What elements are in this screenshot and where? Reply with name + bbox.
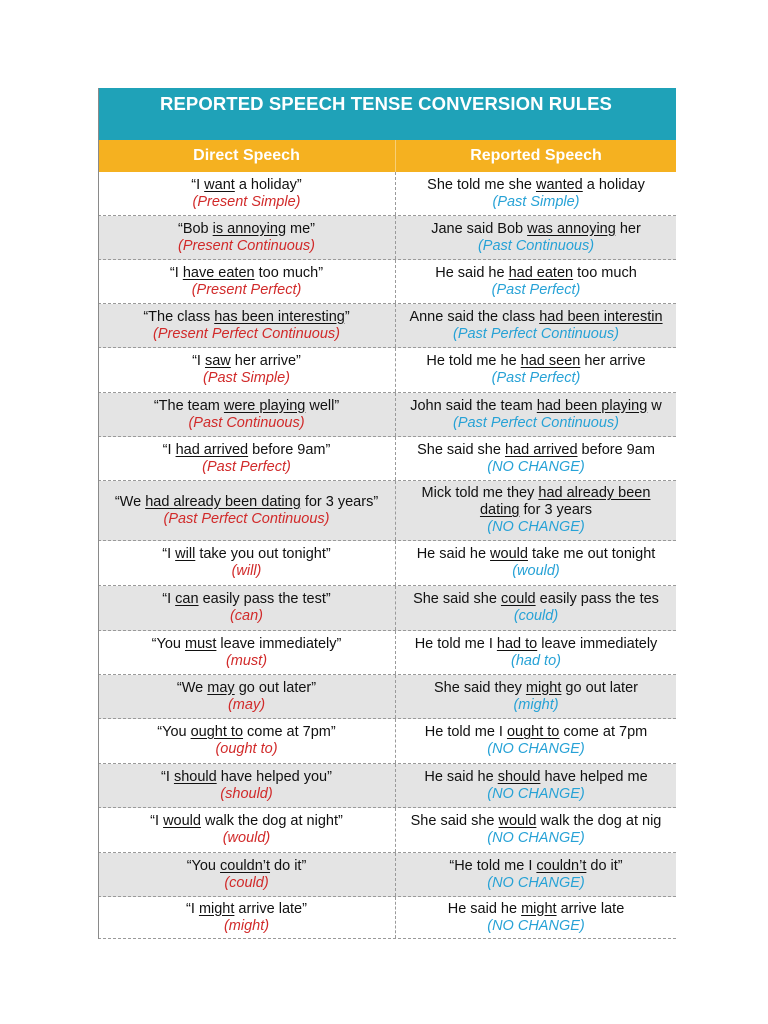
reported-speech-cell xyxy=(396,764,676,807)
direct-tense-label: (Present Simple) xyxy=(192,193,301,210)
reported-speech-cell xyxy=(396,675,676,718)
reported-tense-label: (NO CHANGE) xyxy=(487,458,585,475)
underlined-verb: is annoying xyxy=(212,220,287,237)
underlined-verb: can xyxy=(175,591,199,607)
underlined-verb: have eaten xyxy=(182,264,255,281)
underlined-verb: would xyxy=(490,546,528,562)
underlined-verb: should xyxy=(497,768,541,785)
reported-speech-cell xyxy=(396,260,676,303)
underlined-verb: would xyxy=(163,813,201,829)
direct-tense-label: (Past Simple) xyxy=(202,370,291,386)
reported-tense-label: (Past Continuous) xyxy=(477,237,595,254)
table-row xyxy=(98,764,676,808)
reported-speech-cell xyxy=(396,216,676,259)
direct-tense-label: (Present Continuous) xyxy=(177,237,315,254)
direct-tense-label: (Present Perfect) xyxy=(191,281,302,298)
reported-speech-cell xyxy=(396,631,676,674)
table-row xyxy=(98,541,676,586)
direct-speech-cell xyxy=(98,172,396,215)
direct-tense-label: (will) xyxy=(231,563,262,579)
table-title: REPORTED SPEECH TENSE CONVERSION RULES xyxy=(98,88,676,140)
table-row xyxy=(98,719,676,764)
underlined-verb: saw xyxy=(204,353,231,369)
direct-speech-cell xyxy=(98,541,396,585)
direct-tense-label: (could) xyxy=(224,874,269,891)
direct-tense-label: (Past Perfect) xyxy=(202,458,291,475)
underlined-verb: was annoying xyxy=(527,220,616,237)
direct-sentence: “I should have helped you” xyxy=(161,768,332,785)
direct-sentence: “Bob is annoying me” xyxy=(177,220,316,237)
direct-tense-label: (must) xyxy=(225,652,268,669)
direct-sentence: “I will take you out tonight” xyxy=(162,546,331,562)
underlined-verb: dating xyxy=(479,502,520,518)
direct-sentence: “You ought to come at 7pm” xyxy=(157,724,336,740)
reported-speech-cell xyxy=(396,897,676,938)
direct-speech-cell xyxy=(98,216,396,259)
underlined-verb: may xyxy=(207,679,235,696)
reported-sentence: He told me I ought to come at 7pm xyxy=(424,724,648,740)
reported-sentence: He said he had eaten too much xyxy=(435,264,637,281)
underlined-verb: might xyxy=(525,679,562,696)
table-row xyxy=(98,631,676,675)
reported-tense-label: (Past Perfect) xyxy=(491,370,581,386)
reported-speech-cell xyxy=(396,304,676,347)
direct-sentence: “We had already been dating for 3 years” xyxy=(114,493,379,510)
underlined-verb: had been interestin xyxy=(539,308,663,325)
table-row xyxy=(98,348,676,393)
reported-sentence: He said he might arrive late xyxy=(447,900,625,917)
table-row xyxy=(98,172,676,216)
direct-sentence: “The class has been interesting” xyxy=(143,308,350,325)
underlined-verb: will xyxy=(175,546,196,562)
reported-sentence: She said she would walk the dog at nig xyxy=(410,813,662,829)
direct-speech-cell xyxy=(98,437,396,480)
reported-tense-label: (would) xyxy=(512,563,560,579)
reported-tense-label: (Past Simple) xyxy=(492,193,580,210)
direct-tense-label: (may) xyxy=(227,696,266,713)
direct-tense-label: (Past Perfect Continuous) xyxy=(163,510,330,527)
direct-speech-cell xyxy=(98,719,396,763)
reported-sentence: John said the team had been playing w xyxy=(410,397,662,414)
underlined-verb: must xyxy=(184,635,217,652)
underlined-verb: should xyxy=(173,768,217,785)
underlined-verb: had arrived xyxy=(175,441,249,458)
underlined-verb: had already been xyxy=(538,485,651,501)
reported-sentence: “He told me I couldn’t do it” xyxy=(449,857,623,874)
reported-speech-cell xyxy=(396,172,676,215)
direct-speech-cell xyxy=(98,764,396,807)
underlined-verb: had to xyxy=(496,635,538,652)
table-row xyxy=(98,393,676,437)
direct-tense-label: (should) xyxy=(220,785,273,802)
underlined-verb: ought to xyxy=(190,724,244,740)
reported-tense-label: (NO CHANGE) xyxy=(487,741,585,757)
reported-speech-cell xyxy=(396,437,676,480)
direct-sentence: “I can easily pass the test” xyxy=(162,591,331,607)
reported-tense-label: (NO CHANGE) xyxy=(487,785,585,802)
direct-speech-header: Direct Speech xyxy=(98,140,396,172)
table-row xyxy=(98,675,676,719)
underlined-verb: couldn’t xyxy=(536,857,587,874)
reported-sentence: Mick told me they had already been xyxy=(421,485,651,501)
reported-sentence: Jane said Bob was annoying her xyxy=(431,220,641,237)
direct-sentence: “You couldn’t do it” xyxy=(186,857,307,874)
reported-speech-cell xyxy=(396,586,676,630)
direct-tense-label: (would) xyxy=(222,830,271,846)
reported-speech-cell xyxy=(396,348,676,392)
table-row xyxy=(98,437,676,481)
direct-speech-cell xyxy=(98,853,396,896)
reported-sentence: He said he should have helped me xyxy=(424,768,648,785)
direct-speech-cell xyxy=(98,897,396,938)
direct-tense-label: (Past Continuous) xyxy=(188,414,305,431)
direct-sentence: “You must leave immediately” xyxy=(151,635,342,652)
table-row xyxy=(98,304,676,348)
reported-tense-label: (NO CHANGE) xyxy=(487,830,585,846)
underlined-verb: wanted xyxy=(535,176,583,193)
underlined-verb: want xyxy=(204,176,235,193)
table-row xyxy=(98,260,676,304)
reported-tense-label: (could) xyxy=(513,608,559,624)
direct-sentence: “We may go out later” xyxy=(176,679,317,696)
reported-speech-cell xyxy=(396,541,676,585)
reported-tense-label: (Past Perfect) xyxy=(491,281,581,298)
reported-tense-label: (Past Perfect Continuous) xyxy=(452,414,620,431)
reported-tense-label: (might) xyxy=(513,696,559,713)
reported-speech-cell xyxy=(396,853,676,896)
direct-speech-cell xyxy=(98,481,396,540)
table-row xyxy=(98,216,676,260)
table-row xyxy=(98,853,676,897)
underlined-verb: would xyxy=(498,813,537,829)
reported-sentence: He told me I had to leave immediately xyxy=(414,635,658,652)
direct-sentence: “I would walk the dog at night” xyxy=(150,813,343,829)
table-left-border xyxy=(98,88,99,939)
reported-speech-cell xyxy=(396,481,676,540)
underlined-verb: had been playing xyxy=(536,397,648,414)
direct-sentence: “I might arrive late” xyxy=(186,900,307,917)
reported-sentence: She told me she wanted a holiday xyxy=(427,176,645,193)
reported-sentence: He said he would take me out tonight xyxy=(416,546,656,562)
underlined-verb: were playing xyxy=(223,397,306,414)
underlined-verb: had eaten xyxy=(508,264,574,281)
reported-tense-label: (Past Perfect Continuous) xyxy=(452,325,620,342)
direct-sentence: “The team were playing well” xyxy=(153,397,340,414)
direct-tense-label: (Present Perfect Continuous) xyxy=(153,325,340,342)
reported-tense-label: (NO CHANGE) xyxy=(487,519,585,535)
direct-speech-cell xyxy=(98,586,396,630)
direct-speech-cell xyxy=(98,348,396,392)
direct-sentence: “I saw her arrive” xyxy=(192,353,301,369)
underlined-verb: might xyxy=(521,900,557,917)
table-row xyxy=(98,897,676,939)
direct-tense-label: (might) xyxy=(223,917,270,934)
reported-sentence: She said they might go out later xyxy=(434,679,638,696)
direct-tense-label: (can) xyxy=(229,608,264,624)
direct-tense-label: (ought to) xyxy=(215,741,278,757)
table-row xyxy=(98,586,676,631)
reported-tense-label: (NO CHANGE) xyxy=(487,874,585,891)
reported-speech-header: Reported Speech xyxy=(470,147,602,164)
direct-speech-cell xyxy=(98,304,396,347)
direct-sentence: “I have eaten too much” xyxy=(169,264,324,281)
reported-sentence: She said she could easily pass the tes xyxy=(413,591,659,607)
direct-sentence: “I want a holiday” xyxy=(191,176,302,193)
reported-sentence: Anne said the class had been interestin xyxy=(409,308,663,325)
reported-sentence: He told me he had seen her arrive xyxy=(426,353,646,369)
direct-speech-cell xyxy=(98,808,396,852)
underlined-verb: had already been dating xyxy=(145,493,301,510)
reported-sentence: She said she had arrived before 9am xyxy=(417,441,655,458)
underlined-verb: could xyxy=(500,591,536,607)
column-header-row xyxy=(98,140,676,172)
table-body xyxy=(98,172,676,939)
table-row xyxy=(98,808,676,853)
reported-sentence-line2: dating for 3 years xyxy=(479,502,593,518)
direct-sentence: “I had arrived before 9am” xyxy=(162,441,331,458)
reported-tense-label: (had to) xyxy=(511,652,561,669)
table-row xyxy=(98,481,676,541)
underlined-verb: had seen xyxy=(520,353,581,369)
conversion-rules-table xyxy=(98,88,676,939)
reported-tense-label: (NO CHANGE) xyxy=(487,917,585,934)
underlined-verb: ought to xyxy=(506,724,560,740)
reported-speech-cell xyxy=(396,808,676,852)
reported-speech-cell xyxy=(396,393,676,436)
underlined-verb: had arrived xyxy=(504,441,578,458)
underlined-verb: couldn’t xyxy=(220,857,271,874)
direct-speech-cell xyxy=(98,631,396,674)
reported-speech-cell xyxy=(396,719,676,763)
underlined-verb: has been interesting xyxy=(214,308,345,325)
direct-speech-cell xyxy=(98,260,396,303)
underlined-verb: might xyxy=(198,900,235,917)
direct-speech-cell xyxy=(98,393,396,436)
direct-speech-cell xyxy=(98,675,396,718)
